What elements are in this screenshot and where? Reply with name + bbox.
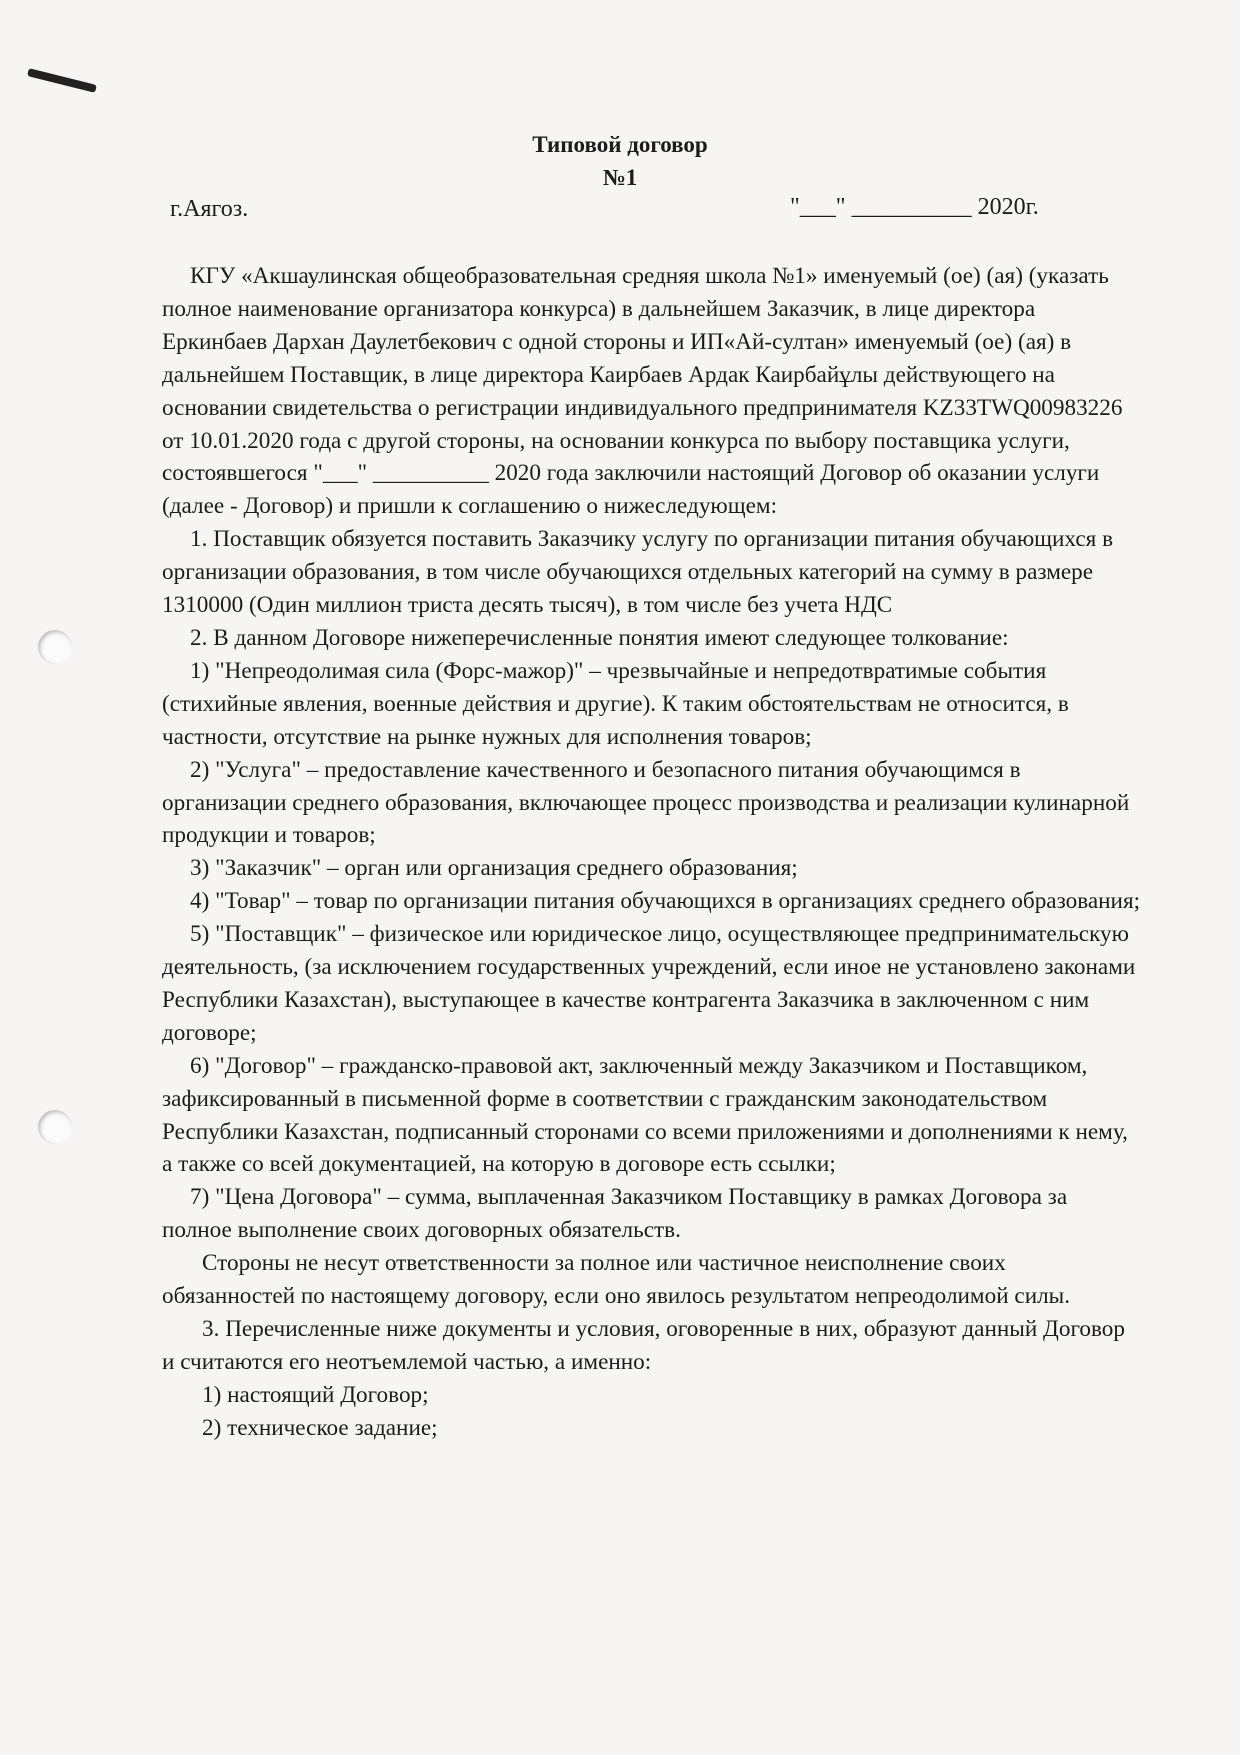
definition-item: 6) "Договор" – гражданско-правовой акт, заключенный между Заказчиком и Поставщиком, зафиксированный в письменной форме в соответствии с гражданским законодательством Республики Казахстан, подписанный сторонами со всеми приложениями и дополнениями к нему, а также со всей документацией, на которую в договоре есть ссылки; bbox=[162, 1052, 1128, 1178]
definition-item: 7) "Цена Договора" – сумма, выплаченная Заказчиком Поставщику в рамках Договора за полное выполнение своих договорных обязательств. bbox=[162, 1184, 1068, 1244]
paragraph-clause-2: 2. В данном Договоре нижеперечисленные понятия имеют следующее толкование: bbox=[190, 624, 1009, 651]
document-date: "___" __________ 2020г. bbox=[790, 194, 1039, 220]
document-body bbox=[162, 260, 1142, 1445]
list-item: 2) техническое задание; bbox=[202, 1414, 438, 1441]
paragraph-clause-1: 1. Поставщик обязуется поставить Заказчику услугу по организации питания обучающихся в организации образования, в том числе обучающихся отдельных категорий на сумму в размере 1310000 (Один миллион триста десять тысяч), в том числе без учета НДС bbox=[162, 526, 1114, 619]
punch-hole bbox=[38, 1110, 72, 1144]
paragraph-clause-3: 3. Перечисленные ниже документы и условия, оговоренные в них, образуют данный Договор и считаются его неотъемлемой частью, а именно: bbox=[162, 1316, 1125, 1375]
paragraph-force-majeure: Стороны не несут ответственности за полное или частичное неисполнение своих обязанностей по настоящему договору, если оно явилось результатом непреодолимой силы. bbox=[162, 1250, 1071, 1310]
definition-item: 4) "Товар" – товар по организации питания обучающихся в организациях среднего образования; bbox=[190, 888, 1141, 915]
definition-item: 3) "Заказчик" – орган или организация среднего образования; bbox=[190, 855, 798, 882]
document-title: Типовой договор bbox=[532, 132, 708, 157]
definition-item: 5) "Поставщик" – физическое или юридическое лицо, осуществляющее предпринимательскую деятельность, (за исключением государственных учреждений, если иное не установлено законами Республики Казахстан), выступающее в качестве контрагента Заказчика в заключенном с ним договоре; bbox=[162, 921, 1136, 1046]
list-item: 1) настоящий Договор; bbox=[202, 1381, 429, 1408]
paragraph-preamble: КГУ «Акшаулинская общеобразовательная средняя школа №1» именуемый (ое) (ая) (указать полное наименование организатора конкурса) в дальнейшем Заказчик, в лице директора Еркинбаев Дархан Даулетбекович с одной стороны и ИП«Ай-султан» именуемый (ое) (ая) в дальнейшем Поставщик, в лице директора Каирбаев Ардак Каирбайұлы действующего на основании свидетельства о регистрации индивидуального предпринимателя KZ33TWQ00983226 от 10.01.2020 года с другой стороны, на основании конкурса по выбору поставщика услуги, состоявшегося "___" __________ 2020 года заключили настоящий Договор об оказании услуги (далее - Договор) и пришли к соглашению о нижеследующем: bbox=[162, 263, 1123, 520]
punch-hole bbox=[38, 630, 72, 664]
definition-item: 1) "Непреодолимая сила (Форс-мажор)" – чрезвычайные и непредотвратимые события (стихийные явления, военные действия и другие). К таким обстоятельствам не относится, в частности, отсутствие на рынке нужных для исполнения товаров; bbox=[162, 657, 1069, 750]
document-number: №1 bbox=[602, 165, 638, 190]
definition-item: 2) "Услуга" – предоставление качественного и безопасного питания обучающимся в организации среднего образования, включающее процесс производства и реализации кулинарной продукции и товаров; bbox=[162, 756, 1130, 849]
pen-mark bbox=[27, 68, 97, 93]
document-city: г.Аягоз. bbox=[170, 196, 249, 222]
